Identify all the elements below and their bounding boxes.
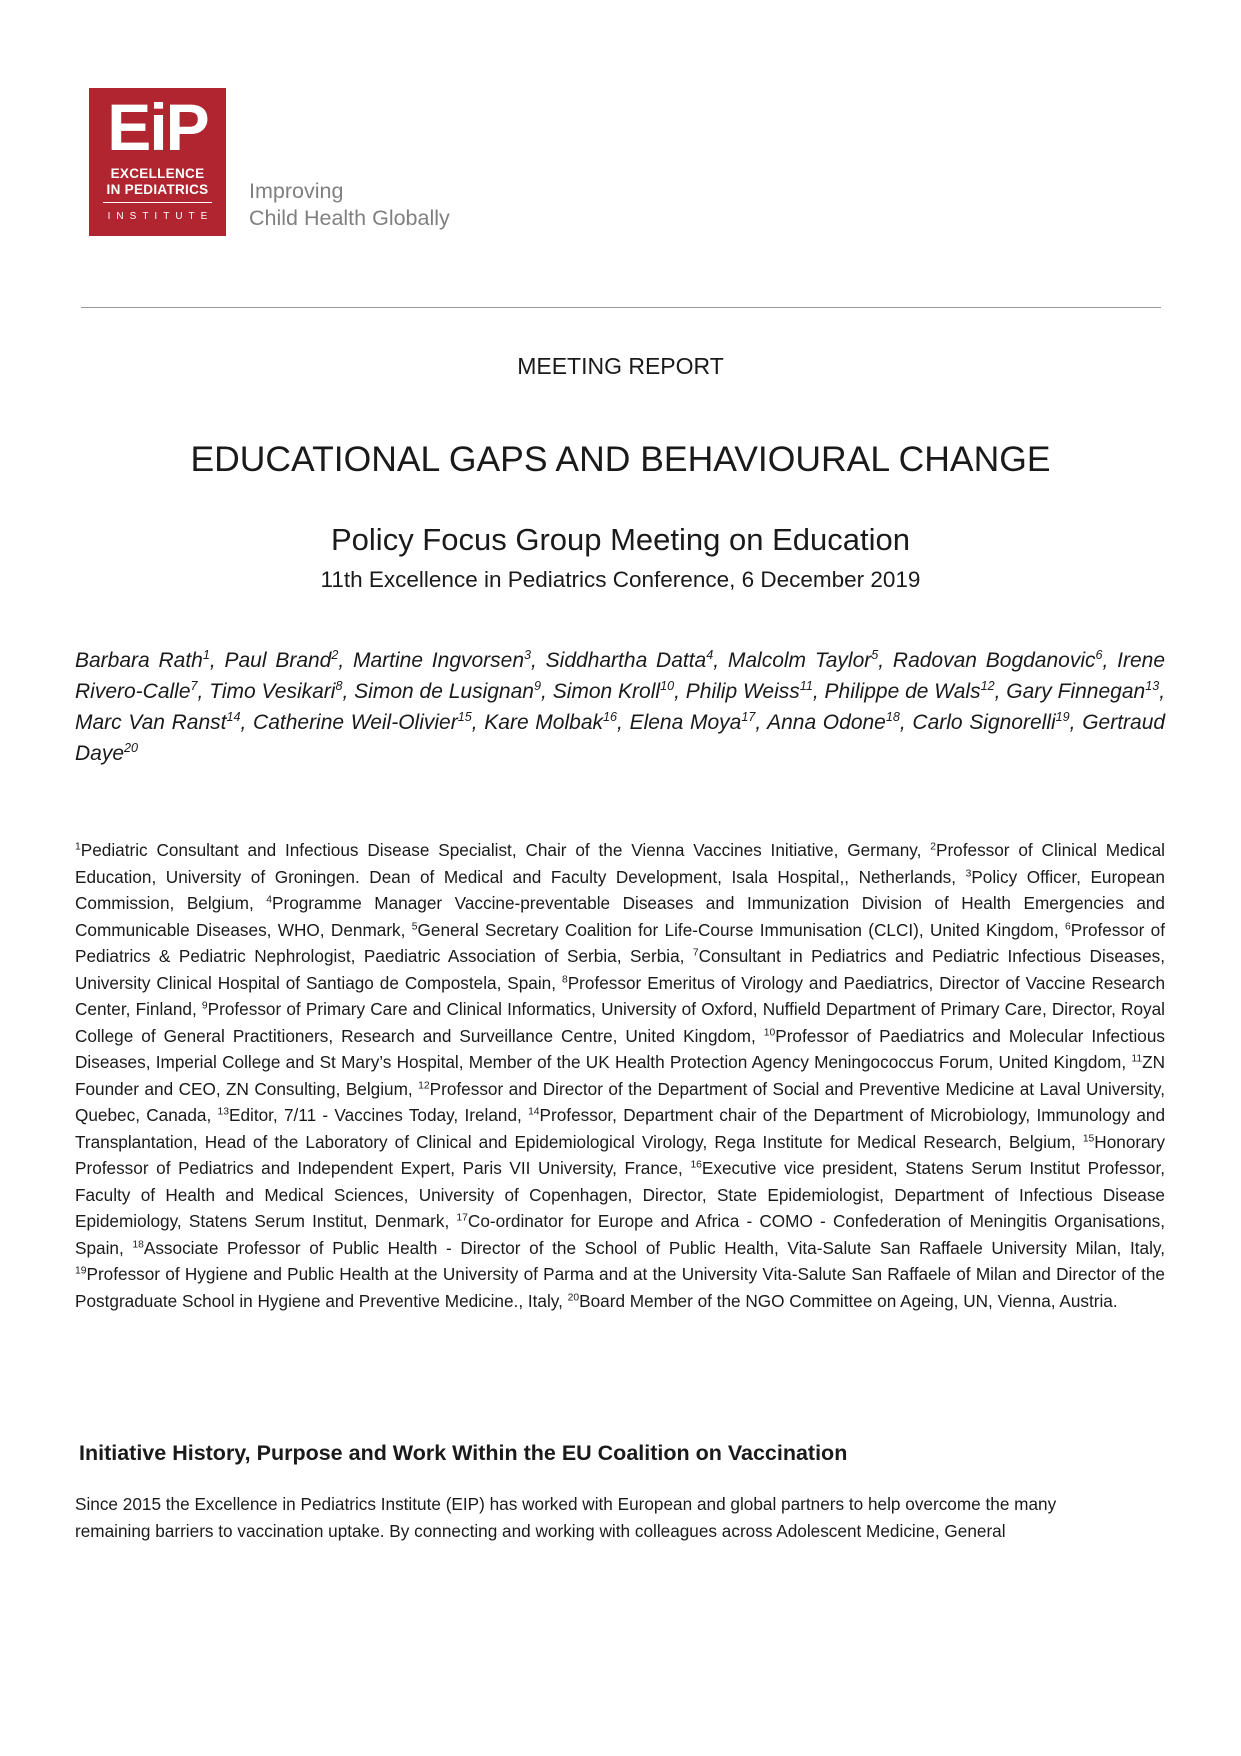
author-affiliation-number: 4 — [706, 648, 714, 662]
affiliation-text: Consultant in Pediatrics and Pediatric Infectious Diseases, University Clinical Hospital of Santiago de Compostela, Spain, — [75, 946, 1165, 993]
affiliation-text: General Secretary Coalition for Life-Course Immunisation (CLCI), United Kingdom, — [417, 919, 1065, 940]
author-name — [553, 680, 674, 703]
author-name-text: Gary Finnegan — [1006, 680, 1146, 703]
affiliation-number: 11 — [1131, 1053, 1143, 1065]
affiliation-text: Associate Professor of Public Health - Director of the School of Public Health, Vita-Salute San Raffaele University Milan, Italy, — [143, 1237, 1165, 1258]
author-name-text: Catherine Weil-Olivier — [253, 711, 458, 734]
author-name-text: Simon de Lusignan — [354, 680, 534, 703]
author-affiliation-number: 13 — [1145, 679, 1160, 693]
affiliation-text: Professor of Clinical Medical Education, University of Groningen. Dean of Medical and Faculty Development, Isala Hospital,, Netherlands, — [75, 840, 1165, 887]
affiliation-number: 10 — [763, 1026, 776, 1038]
author-name — [209, 680, 342, 703]
logo-text-institute: INSTITUTE — [107, 211, 214, 222]
affiliation-number: 13 — [217, 1106, 229, 1118]
affiliation-number: 15 — [1082, 1132, 1095, 1144]
author-affiliation-number: 8 — [335, 679, 343, 693]
author-affiliation-number: 16 — [603, 710, 618, 724]
author-name-text: Gertraud Daye — [75, 711, 1166, 765]
affiliation-text: Policy Officer, European Commission, Belgium, — [75, 866, 1165, 913]
affiliation-number: 8 — [561, 973, 568, 985]
affiliation-number: 9 — [201, 1000, 208, 1012]
tagline-line-2: Child Health Globally — [249, 206, 450, 230]
author-affiliation-number: 19 — [1055, 710, 1070, 724]
author-affiliation-number: 15 — [457, 710, 472, 724]
affiliation-text: Professor of Paediatrics and Molecular Infectious Diseases, Imperial College and St Mary’s Hospital, Member of the UK Health Protection Agency Meningococcus Forum, United Kingdom, — [75, 1025, 1165, 1072]
logo-text-in-pediatrics: IN PEDIATRICS — [106, 182, 209, 197]
page-subtitle: Policy Focus Group Meeting on Education — [331, 522, 910, 557]
affiliation-text: Pediatric Consultant and Infectious Disease Specialist, Chair of the Vienna Vaccines Initiative, Germany, — [80, 840, 931, 860]
affiliation-text: Professor, Department chair of the Department of Microbiology, Immunology and Transplantation, Head of the Laboratory of Clinical and Epidemiological Virology, Rega Institute for Medical Research, Belgium, — [75, 1105, 1165, 1152]
affiliation — [412, 920, 1065, 940]
affiliation-number: 14 — [528, 1106, 540, 1118]
author-name — [686, 680, 813, 703]
logo-text-excellence: EXCELLENCE — [110, 166, 205, 181]
author-name-text: Martine Ingvorsen — [353, 649, 525, 672]
author-name-text: Barbara Rath — [75, 649, 203, 672]
report-label: MEETING REPORT — [517, 353, 724, 379]
author-name-text: Philippe de Wals — [824, 680, 981, 703]
author-name-text: Radovan Bogdanovic — [892, 649, 1096, 672]
affiliation-text: Professor of Primary Care and Clinical Informatics, University of Oxford, Nuffield Department of Primary Care, Director, Royal College of General Practitioners, Research and Surveillance Centre, United Kingdom, — [75, 999, 1165, 1046]
author-name — [1006, 680, 1159, 703]
author-name-text: Malcolm Taylor — [727, 649, 872, 672]
eip-logo — [89, 88, 226, 236]
body-line: Since 2015 the Excellence in Pediatrics Institute (EIP) has worked with European and global partners to help overcome the many — [75, 1494, 1057, 1514]
affiliation-text: Professor and Director of the Department of Social and Preventive Medicine at Laval University, Quebec, Canada, — [75, 1078, 1165, 1125]
affiliation-text: Programme Manager Vaccine-preventable Diseases and Immunization Division of Health Emergencies and Communicable Diseases, WHO, Denmark, — [75, 893, 1165, 940]
author-name-text: Carlo Signorelli — [912, 711, 1056, 734]
author-affiliation-number: 2 — [331, 648, 339, 662]
author-name — [630, 711, 756, 734]
affiliation-number: 17 — [456, 1212, 468, 1224]
body-line: remaining barriers to vaccination uptake. By connecting and working with colleagues across Adolescent Medicine, General — [75, 1520, 1006, 1541]
affiliation-text: Honorary Professor of Pediatrics and Independent Expert, Paris VII University, France, — [75, 1131, 1165, 1178]
author-affiliation-number: 7 — [190, 679, 198, 693]
author-affiliation-number: 6 — [1095, 648, 1103, 662]
author-list: Barbara Rath$^1$, Paul Brand$^2$, Martine Ingvorsen$^3$, Siddhartha Datta$^4$, Malcolm Taylor$^5$, Radovan Bogdanovic$^6$, Irene Rivero-Calle$^7$, Timo Vesikari$^8$, Simon de Lusignan$^9$, Simon Kroll$^{10}$, Philip Weiss$^{11}$, Philippe de Wals$^{12}$, Gary Finnegan$^{13}$, Marc Van Ranst$^{14}$, Catherine Weil-Olivier$^{15}$, Kare Molbak$^{16}$, Elena Moya$^{17}$, Anna Odone$^{18}$, Carlo Signorelli$^{19}$, Gertraud Daye$^{20}$ — [75, 648, 1166, 765]
author-name — [354, 680, 541, 703]
author-affiliation-number: 17 — [741, 710, 756, 724]
affiliation-number: 6 — [1065, 920, 1071, 932]
author-affiliation-number: 1 — [202, 648, 210, 662]
section-body — [75, 1491, 1165, 1544]
author-affiliation-number: 5 — [871, 648, 879, 662]
affiliation-number: 12 — [418, 1079, 430, 1091]
affiliation-list — [75, 837, 1165, 1314]
affiliation-number: 19 — [75, 1265, 87, 1277]
logo-rule — [103, 202, 212, 203]
affiliation — [218, 1105, 529, 1125]
author-name — [767, 711, 900, 734]
author-name-text: Irene Rivero-Calle — [75, 649, 1166, 703]
affiliation-number: 1 — [75, 841, 81, 853]
author-name-text: Kare Molbak — [484, 711, 604, 734]
author-affiliation-number: 11 — [799, 679, 813, 693]
affiliation-text: Editor, 7/11 - Vaccines Today, Ireland, — [228, 1105, 529, 1125]
author-name — [75, 711, 241, 734]
author-name — [825, 680, 995, 703]
conference-line: 11th Excellence in Pediatrics Conference, 6 December 2019 — [320, 567, 921, 592]
author-name-text: Paul Brand — [224, 649, 332, 672]
header-divider — [81, 307, 1161, 308]
author-affiliation-number: 12 — [980, 679, 995, 693]
author-name — [912, 711, 1069, 734]
author-affiliation-number: 20 — [124, 741, 139, 755]
author-affiliation-number: 3 — [524, 648, 532, 662]
affiliation-number: 4 — [266, 894, 272, 906]
author-name-text: Timo Vesikari — [209, 680, 336, 703]
affiliation-text: Executive vice president, Statens Serum Institut Professor, Faculty of Health and Medical Sciences, University of Copenhagen, Director, State Epidemiologist, Department of Infectious Disease Epidemiology, Statens Serum Institut, Denmark, — [75, 1158, 1165, 1231]
author-name-text: Simon Kroll — [552, 680, 661, 703]
affiliation-text: Professor of Pediatrics & Pediatric Nephrologist, Paediatric Association of Serbia, Serbia, — [75, 919, 1165, 966]
affiliation — [568, 1291, 1118, 1311]
author-name-text: Siddhartha Datta — [545, 649, 707, 672]
affiliation-text: Professor Emeritus of Virology and Paediatrics, Director of Vaccine Research Center, Finland, — [75, 972, 1166, 1019]
affiliation-text: ZN Founder and CEO, ZN Consulting, Belgium, — [75, 1052, 1165, 1099]
author-name-text: Elena Moya — [629, 711, 742, 734]
author-name — [728, 649, 878, 672]
tagline-line-1: Improving — [249, 179, 344, 203]
affiliation — [75, 840, 930, 860]
affiliation-number: 3 — [965, 867, 972, 879]
author-name-text: Marc Van Ranst — [75, 711, 227, 734]
author-name — [225, 649, 339, 672]
affiliation — [132, 1238, 1165, 1258]
logo-letters: EiP — [107, 90, 208, 164]
affiliation-number: 18 — [132, 1238, 144, 1250]
affiliation-text: Professor of Hygiene and Public Health at the University of Parma and at the University Vita-Salute San Raffaele of Milan and Director of the Postgraduate School in Hygiene and Preventive Medicine., Italy, — [75, 1264, 1165, 1311]
affiliation-number: 7 — [692, 947, 699, 959]
author-name — [546, 649, 714, 672]
page-title: EDUCATIONAL GAPS AND BEHAVIOURAL CHANGE — [190, 439, 1051, 479]
author-name — [75, 649, 210, 672]
author-affiliation-number: 10 — [660, 679, 675, 693]
author-name — [353, 649, 531, 672]
affiliation-number: 16 — [690, 1159, 702, 1171]
author-name-text: Philip Weiss — [685, 680, 800, 703]
author-affiliation-number: 14 — [226, 710, 241, 724]
affiliation-number: 20 — [567, 1291, 580, 1303]
author-name — [893, 649, 1103, 672]
affiliation-number: 5 — [411, 920, 418, 932]
author-affiliation-number: 9 — [533, 679, 541, 693]
author-name — [253, 711, 472, 734]
affiliation-number: 2 — [930, 841, 936, 853]
author-affiliation-number: 18 — [885, 710, 900, 724]
author-name-text: Anna Odone — [767, 711, 886, 734]
tagline — [249, 178, 450, 232]
affiliation-text: Co-ordinator for Europe and Africa - COMO - Confederation of Meningitis Organisations, Spain, — [75, 1211, 1166, 1258]
author-name — [484, 711, 617, 734]
section-heading: Initiative History, Purpose and Work Within the EU Coalition on Vaccination — [79, 1441, 848, 1465]
affiliation-text: Board Member of the NGO Committee on Ageing, UN, Vienna, Austria. — [579, 1290, 1118, 1311]
